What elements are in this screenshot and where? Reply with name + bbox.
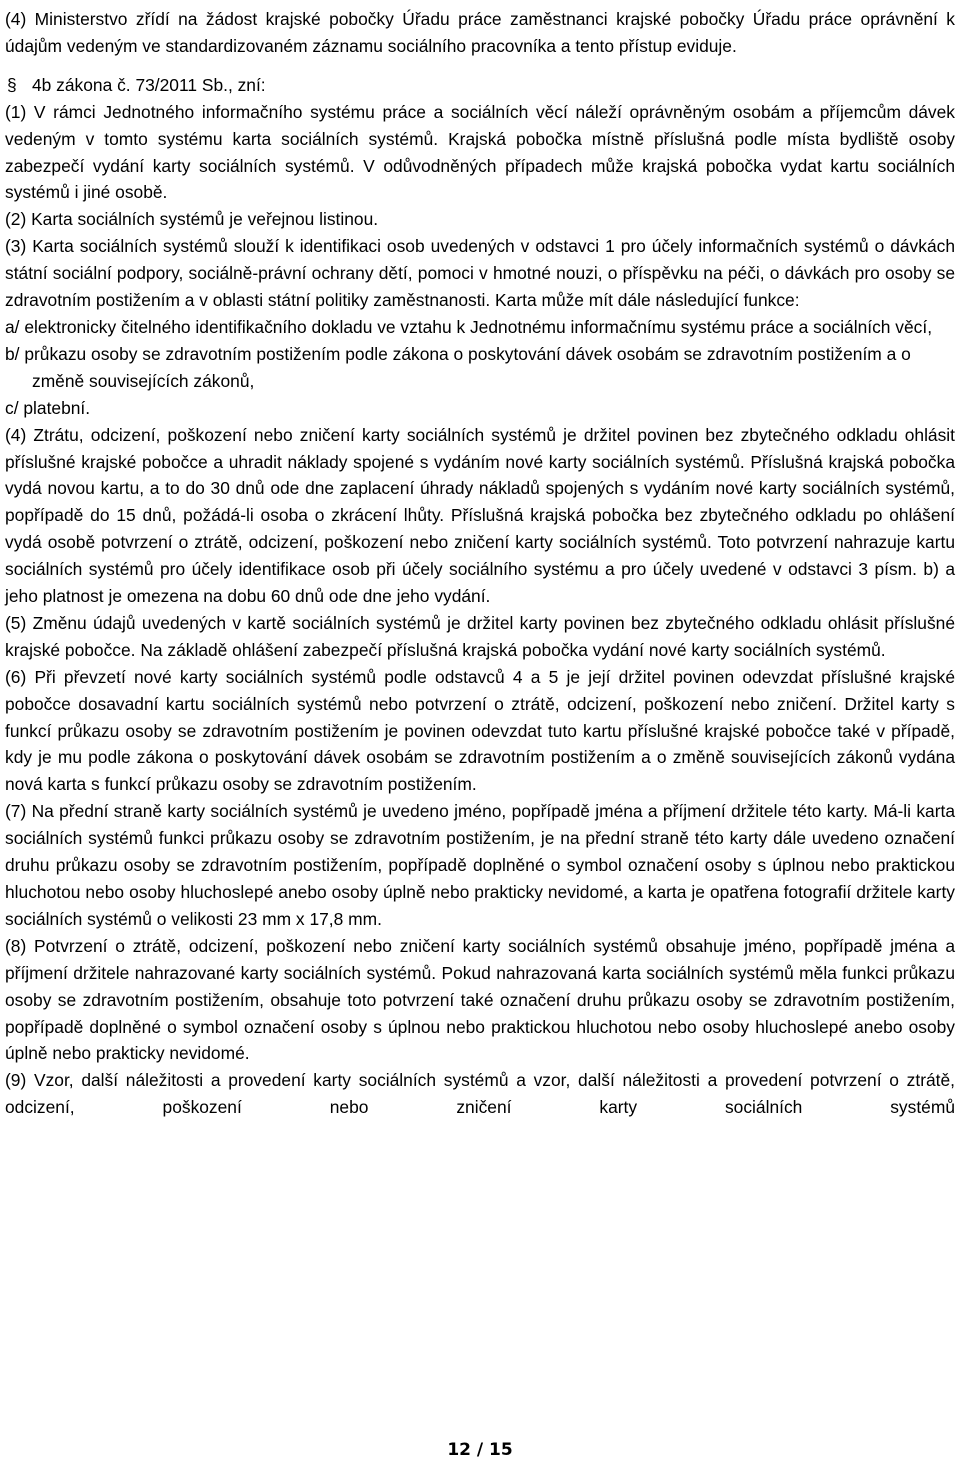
paragraph-3: (3) Karta sociálních systémů slouží k identifikaci osob uvedených v odstavci 1 pro účely informačních systémů o dávkách státní sociální podpory, sociálně-právní ochrany dětí, pomoci v hmotné nouzi, o příspěvku na péči, o dávkách pro osoby se zdravotním postižením a v oblasti státní politiky zaměstnanosti. Karta může mít dále následující funkce: bbox=[5, 236, 955, 311]
section-mark: § bbox=[7, 74, 17, 95]
list-item-b: b/ průkazu osoby se zdravotním postižením podle zákona o poskytování dávek osobám se zdravotním postižením a o změně souvisejících zákonů, bbox=[5, 343, 911, 391]
paragraph-6: (6) Při převzetí nové karty sociálních systémů podle odstavců 4 a 5 je její držitel povinen odevzdat příslušné krajské pobočce dosavadní kartu sociálních systémů nebo potvrzení o ztrátě, odcizení, poškození nebo zničení. Držitel karty s funkcí průkazu osoby se zdravotním postižením je povinen odevzdat tuto kartu příslušné krajské pobočce také v případě, kdy je mu podle zákona o poskytování dávek osobám se zdravotním postižením a o změně souvisejících zákonů vydána nová karta s funkcí průkazu osoby se zdravotním postižením. bbox=[5, 666, 955, 795]
paragraph-2: (2) Karta sociálních systémů je veřejnou listinou. bbox=[5, 209, 379, 230]
list-item-a: a/ elektronicky čitelného identifikačního dokladu ve vztahu k Jednotnému informačnímu systému práce a sociálních věcí, bbox=[5, 316, 933, 337]
paragraph-8: (8) Potvrzení o ztrátě, odcizení, poškození nebo zničení karty sociálních systémů obsahuje jméno, popřípadě jména a příjmení držitele nahrazované karty sociálních systémů. Pokud nahrazovaná karta sociálních systémů měla funkci průkazu osoby se zdravotním postižením, obsahuje toto potvrzení také označení druhu průkazu osoby se zdravotním postižením, popřípadě doplněné o symbol označení osoby s úplnou nebo praktickou hluchotou nebo osoby hluchoslepé anebo osoby úplně nebo prakticky nevidomé. bbox=[5, 935, 955, 1064]
paragraph-1: (1) V rámci Jednotného informačního systému práce a sociálních věcí náleží oprávněným osobám a příjemcům dávek vedeným v tomto systému karta sociálních systémů. Krajská pobočka místně příslušná podle místa bydliště osoby zabezpečí vydání karty sociálních systémů. V odůvodněných případech může krajská pobočka vydat kartu sociálních systémů i jiné osobě. bbox=[5, 101, 955, 203]
paragraph-7: (7) Na přední straně karty sociálních systémů je uvedeno jméno, popřípadě jména a příjmení držitele této karty. Má-li karta sociálních systémů funkci průkazu osoby se zdravotním postižením, je na přední straně této karty dále uvedeno označení druhu průkazu osoby se zdravotním postižením, popřípadě doplněné o symbol označení osoby s úplnou nebo praktickou hluchotou nebo osoby hluchoslepé anebo osoby úplně nebo prakticky nevidomé, a karta je opatřena fotografií držitele karty sociálních systémů o velikosti 23 mm x 17,8 mm. bbox=[5, 801, 955, 929]
paragraph-intro-4: (4) Ministerstvo zřídí na žádost krajské pobočky Úřadu práce zaměstnanci krajské pobočky Úřadu práce oprávnění k údajům vedeným ve standardizovaném záznamu sociálního pracovníka a tento přístup eviduje. bbox=[5, 9, 955, 56]
section-heading-text: 4b zákona č. 73/2011 Sb., zní: bbox=[32, 74, 266, 95]
document-page bbox=[5, 6, 955, 1121]
section-heading bbox=[5, 72, 955, 99]
page-number: 12 / 15 bbox=[447, 1440, 513, 1460]
paragraph-9: (9) Vzor, další náležitosti a provedení karty sociálních systémů a vzor, další náležitosti a provedení potvrzení o ztrátě, odcizení, poškození nebo zničení karty sociálních systémů bbox=[5, 1070, 955, 1118]
paragraph-4: (4) Ztrátu, odcizení, poškození nebo zničení karty sociálních systémů je držitel povinen bez zbytečného odkladu ohlásit příslušné krajské pobočce a uhradit náklady spojené s vydáním nové karty sociálních systémů. Příslušná krajská pobočka vydá novou kartu, a to do 30 dnů ode dne zaplacení úhrady nákladů spojených s vydáním nové karty sociálních systémů, popřípadě do 15 dnů, požádá-li osoba o zkrácení lhůty. Příslušná krajská pobočka bez zbytečného odkladu po ohlášení vydá osobě potvrzení o ztrátě, odcizení, poškození nebo zničení karty sociálních systémů. Toto potvrzení nahrazuje kartu sociálních systémů pro účely identifikace osob při účely sociálního systému a pro účely uvedené v odstavci 3 písm. b) a jeho platnost je omezena na dobu 60 dnů ode dne jeho vydání. bbox=[5, 424, 955, 607]
list-item-c: c/ platební. bbox=[5, 397, 91, 418]
paragraph-5: (5) Změnu údajů uvedených v kartě sociálních systémů je držitel karty povinen bez zbytečného odkladu ohlásit příslušné krajské pobočce. Na základě ohlášení zabezpečí příslušná krajská pobočka vydání nové karty sociálních systémů. bbox=[5, 612, 955, 660]
